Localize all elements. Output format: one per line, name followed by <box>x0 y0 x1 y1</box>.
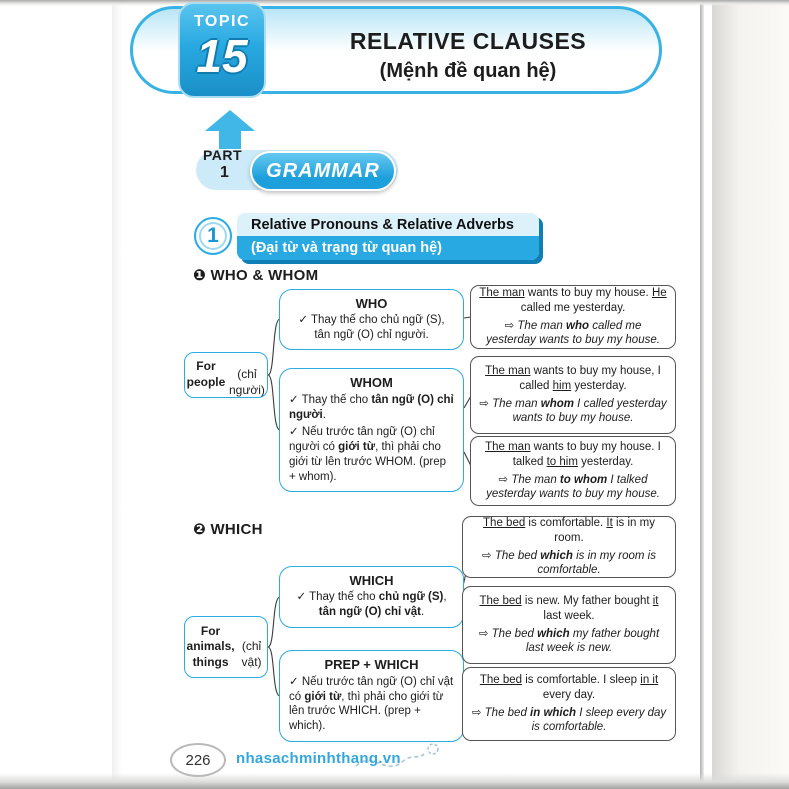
example-box-whom-1 <box>470 356 676 434</box>
example-box-which-1 <box>462 516 676 578</box>
example-box-which-3 <box>462 667 676 741</box>
page-title: RELATIVE CLAUSES <box>349 28 587 54</box>
footer-site-text: nhasachminhthang.vn <box>236 750 401 767</box>
whom-box <box>279 368 464 492</box>
side-label-animals-things: For animals, things (chỉ vật) <box>184 616 268 678</box>
which-box-title: WHICH <box>349 573 394 588</box>
section-number-badge: 1 <box>194 217 232 255</box>
example-result: ⇨ The man who called me yesterday wants to buy my house. <box>486 319 660 347</box>
example-result: ⇨ The man to whom I talked yesterday wants to buy my house. <box>486 473 660 501</box>
example-source: The man wants to buy my house. He called me yesterday. <box>479 286 667 314</box>
who-box-title: WHO <box>355 296 388 311</box>
example-box-which-2 <box>462 586 676 664</box>
example-result: ⇨ The bed which is in my room is comfortable. <box>482 549 656 577</box>
side-label-people: For people (chỉ người) <box>184 352 268 398</box>
prep-which-box-bullet: ✓ Nếu trước tân ngữ (O) chỉ vật có giới từ, thì phải cho giới từ lên trước WHICH. (prep + which). <box>289 676 454 733</box>
example-source: The bed is comfortable. It is in my room. <box>483 516 655 544</box>
page-subtitle: (Mệnh đề quan hệ) <box>379 60 557 82</box>
heading-who-whom: ❶ WHO & WHOM <box>193 267 319 284</box>
example-source: The bed is new. My father bought it last week. <box>479 594 659 622</box>
section-title-en: Relative Pronouns & Relative Adverbs <box>237 213 539 236</box>
heading-which: ❷ WHICH <box>193 521 263 538</box>
example-source: The man wants to buy my house. I talked to him yesterday. <box>485 440 661 468</box>
example-result: ⇨ The bed which my father bought last week is new. <box>478 627 660 655</box>
example-box-whom-2 <box>470 436 676 506</box>
example-box-who-1 <box>470 285 676 349</box>
prep-which-box-title: PREP + WHICH <box>324 657 419 672</box>
example-source: The man wants to buy my house, I called him yesterday. <box>485 364 661 392</box>
example-result: ⇨ The man whom I called yesterday wants to buy my house. <box>479 397 667 425</box>
whom-box-title: WHOM <box>350 375 393 390</box>
whom-box-bullet-2: ✓ Nếu trước tân ngữ (O) chỉ người có giới từ, thì phải cho giới từ lên trước WHOM. (prep + whom). <box>289 426 447 483</box>
prep-which-box <box>279 650 464 742</box>
topic-label: TOPIC <box>193 13 251 30</box>
topic-number: 15 <box>196 30 248 82</box>
part-label: PART <box>203 147 243 163</box>
section-title-vi: (Đại từ và trạng từ quan hệ) <box>237 236 539 260</box>
which-box-bullet: ✓ Thay thế cho chủ ngữ (S), tân ngữ (O) chỉ vật. <box>296 591 447 618</box>
example-result: ⇨ The bed in which I sleep every day is comfortable. <box>471 706 667 734</box>
whom-box-bullet-1: ✓ Thay thế cho tân ngữ (O) chỉ người. <box>289 394 454 421</box>
who-box-bullet: ✓ Thay thế cho chủ ngữ (S), tân ngữ (O) chỉ người. <box>298 314 445 341</box>
footer-page-number: 226 <box>170 743 226 777</box>
part-number: 1 <box>220 164 229 181</box>
who-box <box>279 289 464 350</box>
example-source: The bed is comfortable. I sleep in it every day. <box>479 673 659 701</box>
which-box <box>279 566 464 628</box>
grammar-banner: GRAMMAR <box>250 151 396 191</box>
